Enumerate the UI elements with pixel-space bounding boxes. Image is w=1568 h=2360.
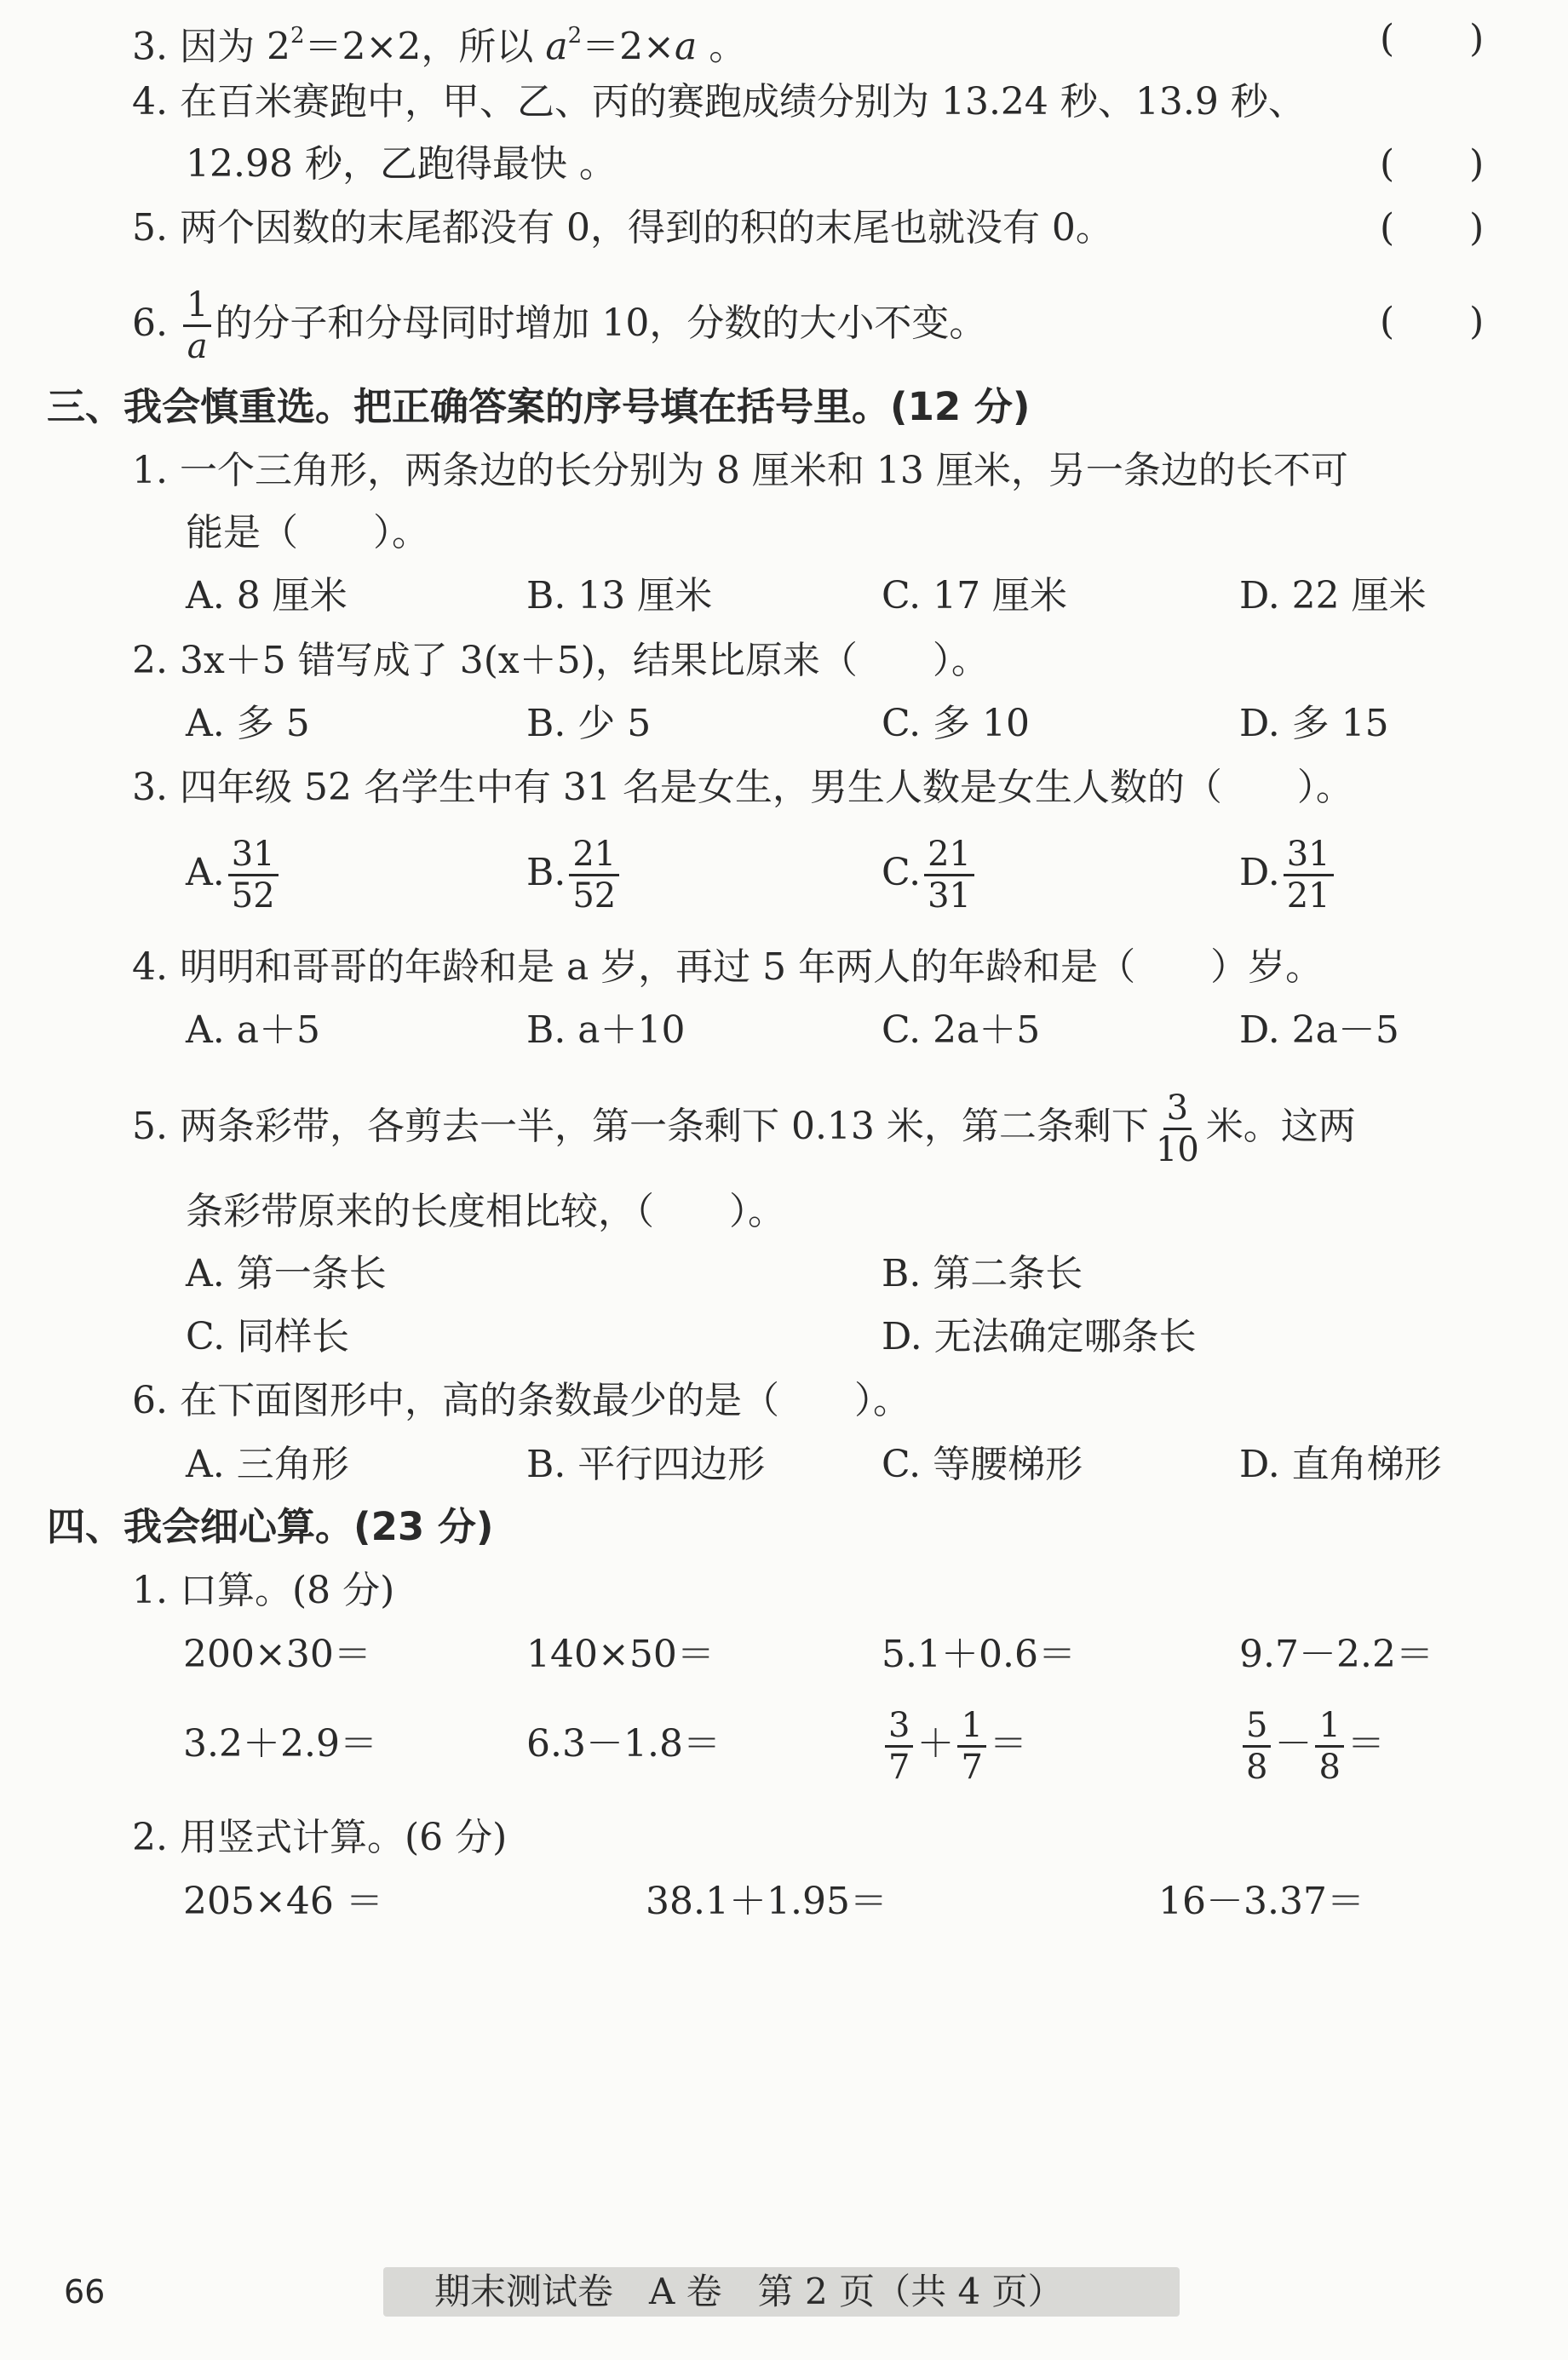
subsection-2: 2. 用竖式计算。(6 分) bbox=[132, 1816, 508, 1859]
option-a[interactable]: A. 三角形 bbox=[186, 1443, 349, 1486]
choice-q4-line: 4. 明明和哥哥的年龄和是 a 岁，再过 5 年两人的年龄和是（ ）岁。 bbox=[132, 945, 1324, 989]
option-c[interactable]: C. $\frac{21}{31}$ bbox=[882, 826, 978, 920]
option-d[interactable]: D. 22 厘米 bbox=[1239, 574, 1427, 617]
section-3-title: 三、我会慎重选。把正确答案的序号填在括号里。(12 分) bbox=[47, 384, 1031, 429]
calc-item: 200×30＝ bbox=[183, 1633, 371, 1676]
option-a[interactable]: A. 第一条长 bbox=[186, 1252, 387, 1295]
choice-q2-line: 2. 3x＋5 错写成了 3(x＋5)，结果比原来（ ）。 bbox=[132, 639, 989, 682]
option-a[interactable]: A. $\frac{31}{52}$ bbox=[186, 826, 282, 920]
fraction: $\frac{1}{a}$ bbox=[183, 285, 211, 366]
option-a[interactable]: A. 8 厘米 bbox=[186, 574, 347, 617]
option-a[interactable]: A. a＋5 bbox=[186, 1008, 320, 1052]
calc-item: 5.1＋0.6＝ bbox=[882, 1633, 1076, 1676]
choice-q1-line1: 1. 一个三角形，两条边的长分别为 8 厘米和 13 厘米，另一条边的长不可 bbox=[132, 449, 1348, 492]
option-a[interactable]: A. 多 5 bbox=[186, 702, 310, 745]
calc-item: 3.2＋2.9＝ bbox=[183, 1722, 377, 1766]
calc-item: 205×46 ＝ bbox=[183, 1880, 383, 1923]
option-c[interactable]: C. 多 10 bbox=[882, 702, 1031, 745]
calc-item: 38.1＋1.95＝ bbox=[646, 1880, 887, 1923]
option-b[interactable]: B. 少 5 bbox=[526, 702, 652, 745]
judge-q4-line2: 12.98 秒，乙跑得最快 。 bbox=[186, 142, 617, 186]
calc-item: 6.3－1.8＝ bbox=[526, 1722, 721, 1766]
answer-bracket[interactable]: ( ) bbox=[1380, 142, 1485, 186]
calc-item: 140×50＝ bbox=[526, 1633, 715, 1676]
calc-fraction-item: $\frac{3}{7}$ ＋ $\frac{1}{7}$ ＝ bbox=[882, 1697, 1027, 1791]
choice-q3-line: 3. 四年级 52 名学生中有 31 名是女生，男生人数是女生人数的（ ）。 bbox=[132, 766, 1353, 809]
footer-label: 期末测试卷 A 卷 第 2 页（共 4 页） bbox=[434, 2271, 1064, 2312]
calc-item: 9.7－2.2＝ bbox=[1239, 1633, 1433, 1676]
option-b[interactable]: B. $\frac{21}{52}$ bbox=[526, 826, 623, 920]
answer-bracket[interactable]: ( ) bbox=[1380, 17, 1485, 60]
option-c[interactable]: C. 17 厘米 bbox=[882, 574, 1068, 617]
option-d[interactable]: D. 直角梯形 bbox=[1239, 1443, 1442, 1486]
judge-q6: 6. $\frac{1}{a}$ 的分子和分母同时增加 10，分数的大小不变。 bbox=[132, 285, 987, 366]
choice-q5-line2: 条彩带原来的长度相比较，（ ）。 bbox=[186, 1190, 785, 1233]
choice-q6-line: 6. 在下面图形中，高的条数最少的是（ ）。 bbox=[132, 1379, 910, 1422]
option-d[interactable]: D. 多 15 bbox=[1239, 702, 1389, 745]
subsection-1: 1. 口算。(8 分) bbox=[132, 1569, 395, 1612]
option-d[interactable]: D. 2a－5 bbox=[1239, 1008, 1399, 1052]
option-b[interactable]: B. 13 厘米 bbox=[526, 574, 713, 617]
section-4-title: 四、我会细心算。(23 分) bbox=[47, 1504, 494, 1549]
option-d[interactable]: D. $\frac{31}{21}$ bbox=[1239, 826, 1337, 920]
calc-item: 16－3.37＝ bbox=[1158, 1880, 1364, 1923]
answer-bracket[interactable]: ( ) bbox=[1380, 300, 1485, 343]
choice-q1-line2: 能是（ ）。 bbox=[186, 511, 429, 554]
option-b[interactable]: B. 平行四边形 bbox=[526, 1443, 766, 1486]
choice-q5-line1: 5. 两条彩带，各剪去一半，第一条剩下 0.13 米，第二条剩下 $\frac{3}{10}$ 米。这两 bbox=[132, 1088, 1356, 1169]
page-number: 66 bbox=[64, 2273, 106, 2311]
option-b[interactable]: B. 第二条长 bbox=[882, 1252, 1083, 1295]
judge-q5: 5. 两个因数的末尾都没有 0，得到的积的末尾也就没有 0。 bbox=[132, 206, 1113, 250]
option-c[interactable]: C. 等腰梯形 bbox=[882, 1443, 1083, 1486]
judge-q3: 3. 因为 $2^2=2\times 2$，所以 $a^2=2\times a$ 。 bbox=[132, 23, 747, 69]
answer-bracket[interactable]: ( ) bbox=[1380, 206, 1485, 250]
option-d[interactable]: D. 无法确定哪条长 bbox=[882, 1315, 1197, 1358]
option-b[interactable]: B. a＋10 bbox=[526, 1008, 686, 1052]
calc-fraction-item: $\frac{5}{8}$ － $\frac{1}{8}$ ＝ bbox=[1239, 1697, 1385, 1791]
judge-q4-line1: 4. 在百米赛跑中，甲、乙、丙的赛跑成绩分别为 13.24 秒、13.9 秒、 bbox=[132, 80, 1306, 123]
option-c[interactable]: C. 同样长 bbox=[186, 1315, 350, 1358]
option-c[interactable]: C. 2a＋5 bbox=[882, 1008, 1041, 1052]
